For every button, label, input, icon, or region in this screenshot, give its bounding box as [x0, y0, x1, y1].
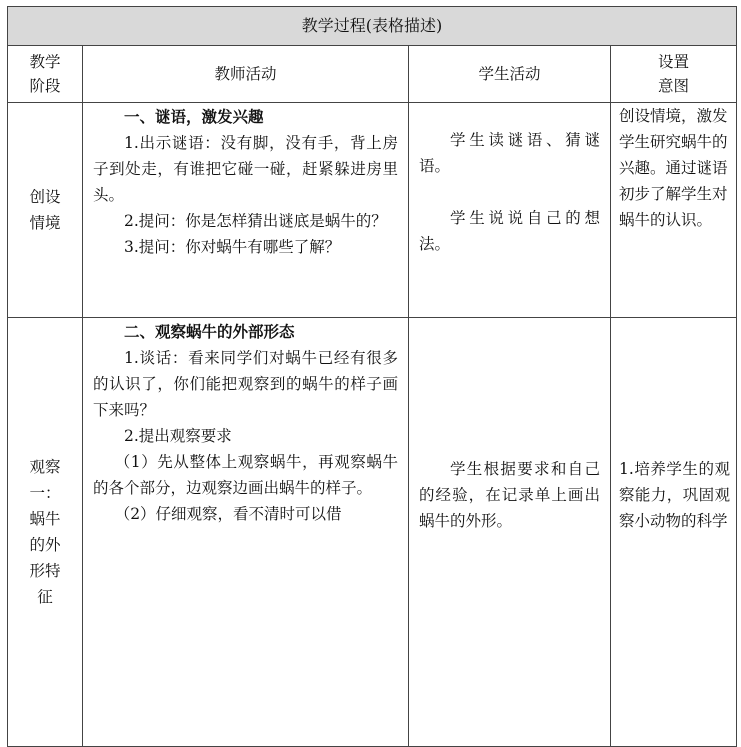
teacher-paragraph: 1.出示谜语：没有脚，没有手，背上房子到处走，有谁把它碰一碰，赶紧躲进房里头。	[93, 134, 398, 204]
section-title: 二、观察蜗牛的外部形态	[124, 322, 295, 341]
teacher-activity-cell	[83, 318, 409, 747]
teacher-paragraph: 2.提出观察要求	[124, 427, 232, 445]
stage-line: 情境	[29, 214, 61, 232]
header-purpose-line2: 意图	[657, 77, 689, 95]
table-row	[8, 103, 737, 318]
purpose-cell: 创设情境，激发学生研究蜗牛的兴趣。通过谜语初步了解学生对蜗牛的认识。	[611, 103, 737, 318]
student-activity-cell	[409, 318, 611, 747]
student-paragraph: 学生根据要求和自己的经验，在记录单上画出蜗牛的外形。	[419, 460, 600, 530]
student-activity-cell	[409, 103, 611, 318]
teacher-paragraph: 1.谈话：看来同学们对蜗牛已经有很多的认识了，你们能把观察到的蜗牛的样子画下来吗？	[93, 349, 398, 419]
stage-line: 创设	[29, 188, 61, 206]
lesson-process-table	[7, 6, 737, 747]
section-title: 一、谜语，激发兴趣	[124, 107, 264, 126]
teacher-subparagraph: （1）先从整体上观察蜗牛，再观察蜗牛的各个部分，边观察边画出蜗牛的样子。	[93, 453, 398, 497]
stage-line: 征	[37, 588, 53, 606]
stage-cell	[8, 318, 83, 747]
table-row	[8, 318, 737, 747]
student-paragraph: 学生读谜语、猜谜语。	[419, 131, 600, 175]
stage-line: 一：	[29, 484, 61, 502]
stage-line: 形特	[29, 562, 61, 580]
header-stage-line2: 阶段	[29, 77, 61, 95]
teacher-paragraph: 3.提问：你对蜗牛有哪些了解？	[124, 238, 341, 256]
stage-line: 蜗牛	[29, 510, 61, 528]
header-purpose	[611, 46, 737, 103]
header-stage	[8, 46, 83, 103]
teacher-subparagraph: （2）仔细观察，看不清时可以借	[114, 505, 342, 523]
purpose-cell: 1.培养学生的观察能力，巩固观察小动物的科学	[611, 318, 737, 747]
stage-cell	[8, 103, 83, 318]
student-paragraph: 学生说说自己的想法。	[419, 209, 600, 253]
teacher-activity-cell	[83, 103, 409, 318]
table-title: 教学过程(表格描述)	[8, 7, 737, 46]
header-stage-line1: 教学	[29, 53, 61, 71]
header-student: 学生活动	[409, 46, 611, 103]
stage-line: 的外	[29, 536, 61, 554]
teacher-paragraph: 2.提问：你是怎样猜出谜底是蜗牛的？	[124, 212, 387, 230]
header-purpose-line1: 设置	[657, 53, 689, 71]
stage-line: 观察	[29, 458, 61, 476]
header-teacher: 教师活动	[83, 46, 409, 103]
lesson-table-container	[7, 6, 736, 606]
